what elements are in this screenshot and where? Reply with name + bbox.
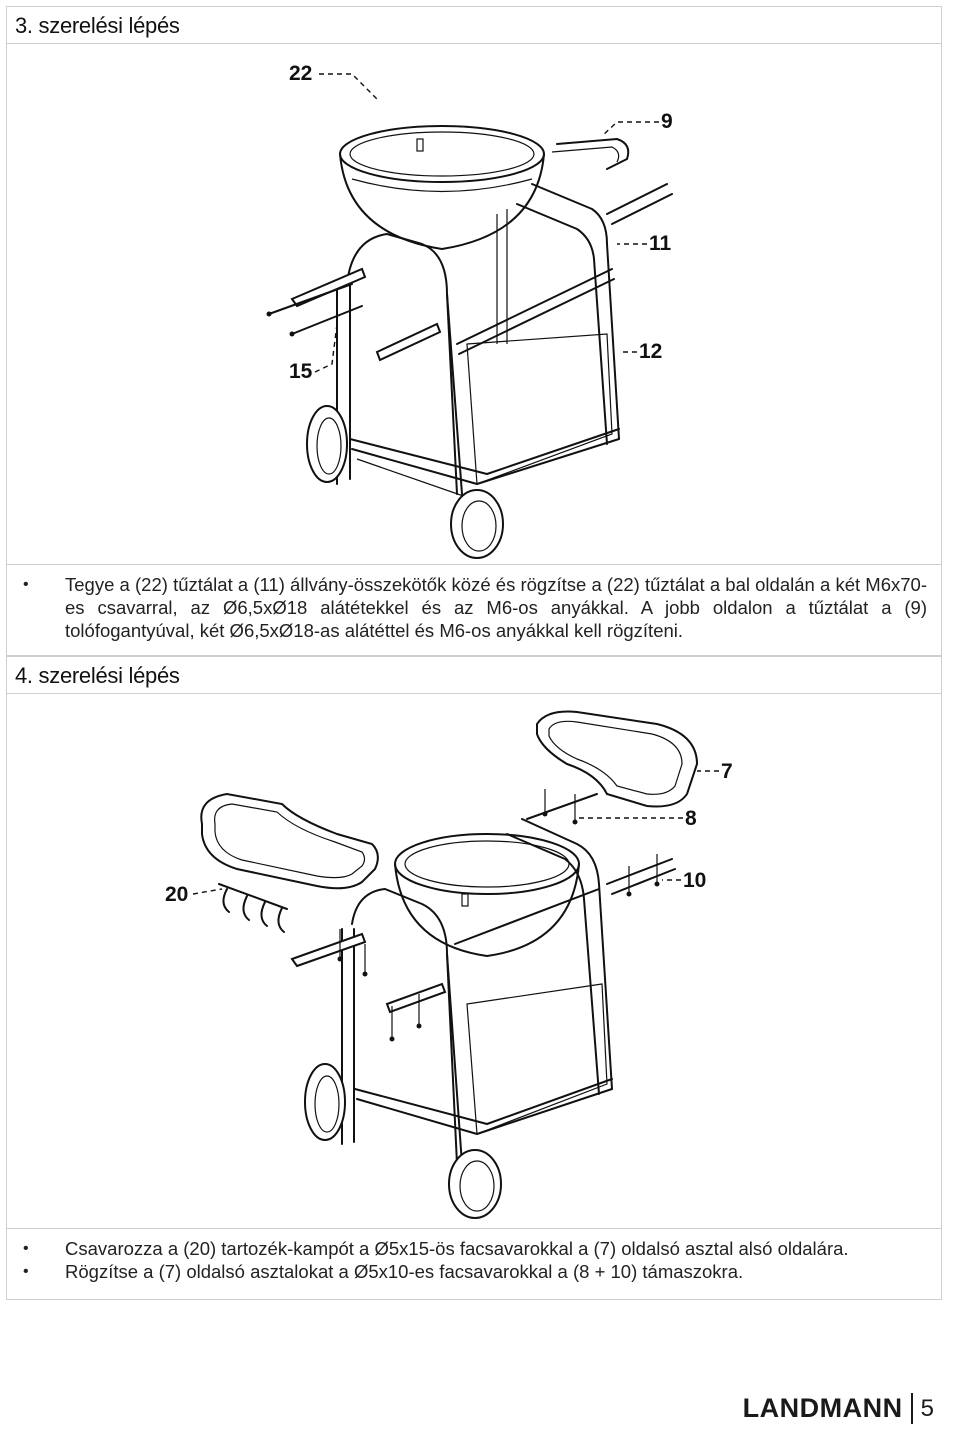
step-4-title: 4. szerelési lépés xyxy=(15,663,180,688)
callout-9: 9 xyxy=(661,110,673,133)
step-3-title: 3. szerelési lépés xyxy=(15,13,180,38)
step-4-instructions xyxy=(6,1228,942,1300)
step-3-illustration xyxy=(6,44,942,564)
callout-12: 12 xyxy=(639,340,663,363)
step-3-bullet: • Tegye a (22) tűztálat a (11) állvány-összekötők közé és rögzítse a (22) tűztálat a bal oldalán a két M6x70-es csavarral, az Ø6,5xØ18 alátétekkel és az M6-os anyákkal. A jobb oldalon a tűztálat a (9) tolófogantyúval, két Ø6,5xØ18-as alátéttel és M6-os anyákkal kell rögzíteni. xyxy=(21,573,927,642)
callout-7: 7 xyxy=(721,760,733,783)
wheel-right xyxy=(449,1150,501,1218)
callout-15: 15 xyxy=(289,360,313,383)
step-4-header xyxy=(6,656,942,694)
bowl-connectors xyxy=(292,269,440,360)
step-4-illustration xyxy=(6,694,942,1228)
fire-bowl xyxy=(340,126,544,249)
step-3-header xyxy=(6,6,942,44)
grill-frame xyxy=(337,184,619,499)
push-handle xyxy=(552,139,672,224)
side-table-right xyxy=(537,712,697,807)
callout-8: 8 xyxy=(685,807,697,830)
callout-10: 10 xyxy=(683,869,707,892)
wheel-left xyxy=(305,1064,345,1140)
wheel-right xyxy=(451,490,503,558)
step-3-instructions xyxy=(6,564,942,656)
callout-22: 22 xyxy=(289,62,313,85)
brand-logo-text: LANDMANN xyxy=(743,1393,913,1424)
side-table-left xyxy=(201,794,378,888)
footer-brand xyxy=(743,1393,934,1424)
page-number: 5 xyxy=(920,1394,934,1422)
accessory-hook xyxy=(219,884,287,932)
step-4-bullet-2: • Rögzítse a (7) oldalsó asztalokat a Ø5x10-es facsavarokkal a (8 + 10) támaszokra. xyxy=(21,1260,927,1283)
grill-assembly-drawing-step-4 xyxy=(7,694,941,1228)
table-supports xyxy=(292,794,675,1012)
wheel-left xyxy=(307,406,347,482)
grill-assembly-drawing-step-3 xyxy=(7,44,941,564)
callout-20: 20 xyxy=(165,883,189,906)
step-4-bullet-1: • Csavarozza a (20) tartozék-kampót a Ø5x15-ös facsavarokkal a (7) oldalsó asztal alsó oldalára. xyxy=(21,1237,927,1260)
callout-11: 11 xyxy=(649,232,672,255)
